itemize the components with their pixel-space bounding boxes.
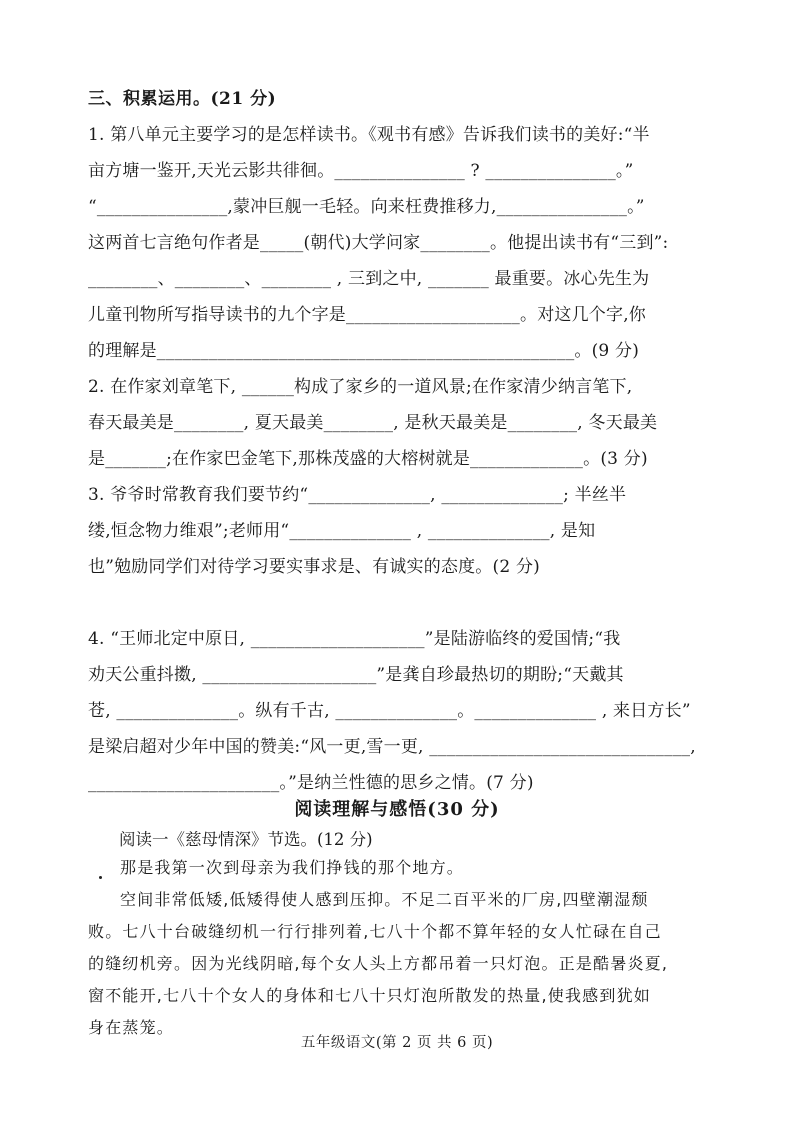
section-heading: 三、积累运用。(21 分) xyxy=(88,89,277,109)
question-4-line: 4. “王师北定中原日, ____________________”是陆游临终的爱国情;“我 xyxy=(88,629,621,649)
reading-section-title: 阅读理解与感悟(30 分) xyxy=(294,799,500,820)
question-1-line: 的理解是________________________________________________。(9 分) xyxy=(88,341,640,361)
passage-line: 空间非常低矮,低矮得使人感到压抑。不足二百平米的厂房,四壁潮湿颓 xyxy=(120,890,649,909)
question-4-line: 是梁启超对少年中国的赞美:“风一更,雪一更, ______________________________, xyxy=(88,737,696,757)
question-1-line: 这两首七言绝句作者是_____(朝代)大学问家________。他提出读书有“三到”: xyxy=(88,233,669,253)
question-1 xyxy=(88,117,713,369)
question-1-line: ________、________、________ , 三到之中, _______ 最重要。冰心先生为 xyxy=(88,269,650,289)
passage-line: 身在蒸笼。 xyxy=(88,1018,175,1037)
question-3-line: 也”勉励同学们对待学习要实事求是、有诚实的态度。(2 分) xyxy=(88,557,540,577)
question-1-line: 儿童刊物所写指导读书的九个字是____________________。对这几个字,你 xyxy=(88,305,647,325)
question-3 xyxy=(88,477,713,585)
question-1-line: “_______________,蒙冲巨舰一毛轻。向来枉费推移力,_______________。” xyxy=(88,197,645,217)
question-4-line: 苍, ______________。纵有千古, ______________。______________ , 来日方长” xyxy=(88,701,691,721)
question-2 xyxy=(88,369,713,477)
page-footer: 五年级语文(第 2 页 共 6 页) xyxy=(300,1035,494,1051)
question-4-line: 劝天公重抖擞, ____________________”是龚自珍最热切的期盼;“天戴其 xyxy=(88,665,624,685)
question-1-line: 亩方塘一鉴开,天光云影共徘徊。_______________ ? _______________。” xyxy=(88,161,634,181)
question-1-line: 1. 第八单元主要学习的是怎样读书。《观书有感》告诉我们读书的美好:“半 xyxy=(88,125,650,145)
reading-passage xyxy=(88,852,710,1044)
question-3-line: 3. 爷爷时常教育我们要节约“______________, ______________; 半丝半 xyxy=(88,485,627,505)
question-2-line: 2. 在作家刘章笔下, ______构成了家乡的一道风景;在作家清少纳言笔下, xyxy=(88,377,633,397)
passage-line: 窗不能开,七八十个女人的身体和七八十只灯泡所散发的热量,使我感到犹如 xyxy=(88,986,651,1005)
question-3-line: 缕,恒念物力维艰”;老师用“______________ , ______________, 是知 xyxy=(88,521,596,541)
reading-subtitle: 阅读一《慈母情深》节选。(12 分) xyxy=(119,830,373,849)
question-2-line: 是_______;在作家巴金笔下,那株茂盛的大榕树就是_____________。(3 分) xyxy=(88,449,648,469)
question-4 xyxy=(88,621,713,801)
passage-line: 那是我第一次到母亲为我们挣钱的那个地方。 xyxy=(120,858,465,877)
question-4-line: ______________________。”是纳兰性德的思乡之情。(7 分) xyxy=(88,773,534,793)
passage-line: 的缝纫机旁。因为光线阴暗,每个女人头上方都吊着一只灯泡。正是酷暑炎夏, xyxy=(88,954,669,973)
passage-line: 败。七八十台破缝纫机一行行排列着,七八十个都不算年轻的女人忙碌在自己 xyxy=(88,922,662,941)
question-2-line: 春天最美是________, 夏天最美________, 是秋天最美是________, 冬天最美 xyxy=(88,413,658,433)
